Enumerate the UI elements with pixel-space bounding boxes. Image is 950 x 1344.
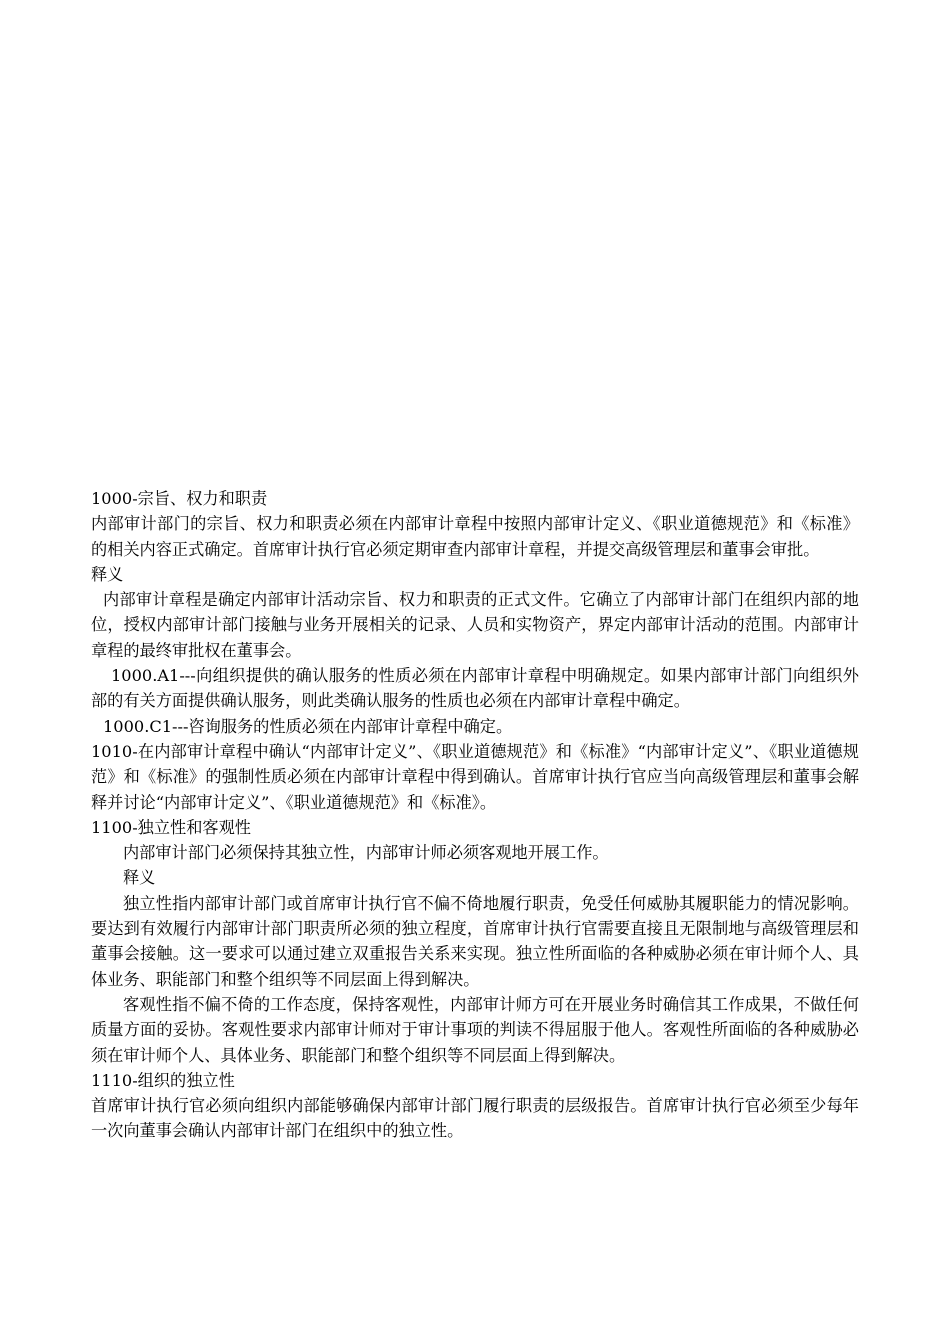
interpretation-label: 释义 <box>91 564 124 584</box>
paragraph-objectivity: 客观性指不偏不倚的工作态度，保持客观性，内部审计师方可在开展业务时确信其工作成果，不做任何质量方面的妥协。客观性要求内部审计师对于审计事项的判读不得屈服于他人。客观性所面临的各种威胁必须在审计师个人、具体业务、职能部门和整个组织等不同层面上得到解决。 <box>91 994 859 1065</box>
paragraph-1000-c1: 1000.C1---咨询服务的性质必须在内部审计章程中确定。 <box>103 716 513 736</box>
paragraph-charter-interpretation: 内部审计章程是确定内部审计活动宗旨、权力和职责的正式文件。它确立了内部审计部门在组织内部的地位，授权内部审计部门接触与业务开展相关的记录、人员和实物资产，界定内部审计活动的范围。内部审计章程的最终审批权在董事会。 <box>91 590 859 660</box>
paragraph-1000-a1: 1000.A1---向组织提供的确认服务的性质必须在内部审计章程中明确规定。如果内部审计部门向组织外部的有关方面提供确认服务，则此类确认服务的性质也必须在内部审计章程中确定。 <box>91 666 859 711</box>
paragraph-1100-body: 内部审计部门必须保持其独立性，内部审计师必须客观地开展工作。 <box>123 843 609 863</box>
paragraph-1000-body: 内部审计部门的宗旨、权力和职责必须在内部审计章程中按照内部审计定义、《职业道德规范》和《标准》的相关内容正式确定。首席审计执行官必须定期审查内部审计章程，并提交高级管理层和董事会审批。 <box>91 514 859 559</box>
paragraph-1110-body: 首席审计执行官必须向组织内部能够确保内部审计部门履行职责的层级报告。首席审计执行官必须至少每年一次向董事会确认内部审计部门在组织中的独立性。 <box>91 1096 859 1141</box>
section-heading-1110: 1110-组织的独立性 <box>91 1070 235 1090</box>
section-heading-1100: 1100-独立性和客观性 <box>91 817 251 837</box>
interpretation-label: 释义 <box>123 868 156 888</box>
section-heading-1000: 1000-宗旨、权力和职责 <box>91 489 268 508</box>
paragraph-independence: 独立性指内部审计部门或首席审计执行官不偏不倚地履行职责，免受任何威胁其履职能力的情况影响。要达到有效履行内部审计部门职责所必须的独立程度，首席审计执行官需要直接且无限制地与高级管理层和董事会接触。这一要求可以通过建立双重报告关系来实现。独立性所面临的各种威胁必须在审计师个人、具体业务、职能部门和整个组织等不同层面上得到解决。 <box>91 893 859 989</box>
paragraph-1010: 1010-在内部审计章程中确认“内部审计定义”、《职业道德规范》和《标准》“内部审计定义”、《职业道德规范》和《标准》的强制性质必须在内部审计章程中得到确认。首席审计执行官应当向高级管理层和董事会解释并讨论“内部审计定义”、《职业道德规范》和《标准》。 <box>91 741 859 812</box>
document-body <box>91 486 859 1144</box>
